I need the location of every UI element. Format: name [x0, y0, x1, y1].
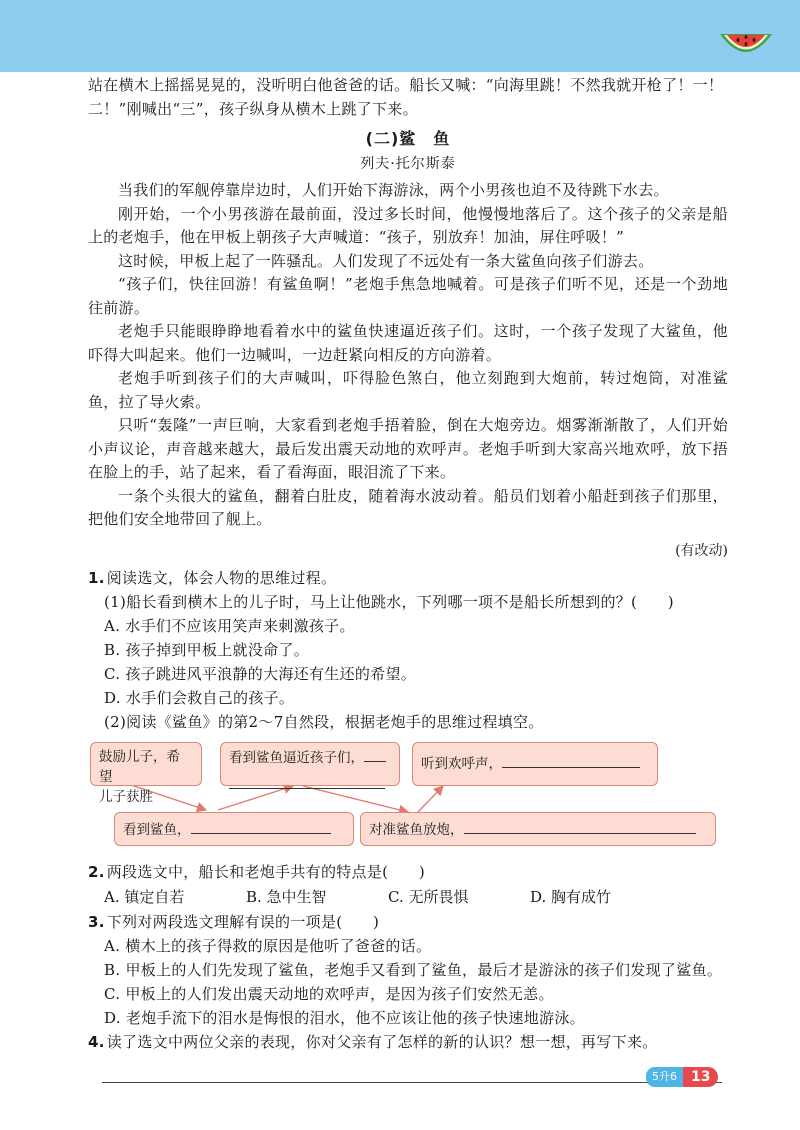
paragraph: 老炮手听到孩子们的大声喊叫，吓得脸色煞白，他立刻跑到大炮前，转过炮筒，对准鲨鱼，拉了导火索。 [88, 369, 728, 411]
grade-label: 5升6 [646, 1067, 683, 1087]
thinking-process-diagram [88, 742, 728, 854]
story1-line: 站在横木上摇摇晃晃的，没听明白他爸爸的话。船长又喊：“向海里跳！不然我就开枪了！一！ [88, 76, 724, 94]
option[interactable]: C. 无所畏惧 [388, 887, 469, 906]
paragraph: 只听“轰隆”一声巨响，大家看到老炮手捂着脸，倒在大炮旁边。烟雾渐渐散了，人们开始小声议论，声音越来越大，最后发出震天动地的欢呼声。老炮手听到大家高兴地欢呼，放下捂在脸上的手，站了起来，看了看海面，眼泪流了下来。 [88, 416, 728, 481]
source-note: (有改动) [675, 542, 728, 559]
story-author: 列夫·托尔斯泰 [360, 156, 456, 172]
arrow [218, 786, 293, 810]
option[interactable]: D. 水手们会救自己的孩子。 [104, 688, 295, 707]
option[interactable]: A. 横木上的孩子得救的原因是他听了爸爸的话。 [104, 936, 432, 955]
answer-line[interactable] [102, 1082, 722, 1083]
arrow [303, 786, 408, 812]
question-number: 4. [88, 1032, 105, 1051]
paragraph: 老炮手只能眼睁睁地看着水中的鲨鱼快速逼近孩子们。这时，一个孩子发现了大鲨鱼，他吓得大叫起来。他们一边喊叫，一边赶紧向相反的方向游着。 [88, 322, 728, 364]
paragraph: 一条个头很大的鲨鱼，翻着白肚皮，随着海水波动着。船员们划着小船赶到孩子们那里，把他们安全地带回了舰上。 [88, 486, 728, 528]
diagram-box-cheers[interactable]: 听到欢呼声， [412, 742, 658, 786]
question-2-options [88, 884, 728, 910]
question-1: 1. 阅读选文，体会人物的思维过程。 [88, 568, 337, 587]
page-number: 13 [683, 1067, 718, 1087]
paragraph: 刚开始，一个小男孩游在最前面，没过多长时间，他慢慢地落后了。这个孩子的父亲是船上的老炮手，他在甲板上朝孩子大声喊道：“孩子，别放弃！加油，屏住呼吸！” [88, 204, 728, 246]
option[interactable]: D. 老炮手流下的泪水是悔恨的泪水，他不应该让他的孩子快速地游泳。 [104, 1008, 585, 1027]
option[interactable]: B. 甲板上的人们先发现了鲨鱼，老炮手又看到了鲨鱼，最后才是游泳的孩子们发现了鲨鱼。 [104, 960, 723, 979]
option[interactable]: A. 水手们不应该用笑声来刺激孩子。 [104, 616, 355, 635]
question-4: 4. 读了选文中两位父亲的表现，你对父亲有了怎样的新的认识？想一想，再写下来。 [88, 1032, 658, 1051]
question-1-sub2: (2)阅读《鲨鱼》的第2～7自然段，根据老炮手的思维过程填空。 [104, 712, 544, 731]
question-1-sub1: (1)船长看到横木上的儿子时，马上让他跳水，下列哪一项不是船长所想到的？( ) [104, 592, 674, 611]
option[interactable]: B. 急中生智 [246, 887, 327, 906]
story-title: (二)鲨 鱼 [365, 129, 451, 148]
watermelon-icon [718, 30, 774, 62]
question-2: 2. 两段选文中，船长和老炮手共有的特点是( ) [88, 862, 426, 881]
paragraph: 当我们的军舰停靠岸边时，人们开始下海游泳，两个小男孩也迫不及待跳下水去。 [118, 181, 669, 199]
option[interactable]: C. 甲板上的人们发出震天动地的欢呼声，是因为孩子们安然无恙。 [104, 984, 554, 1003]
diagram-box-shark-approach[interactable]: 看到鲨鱼逼近孩子们， [220, 742, 400, 786]
header-band [0, 0, 800, 72]
diagram-box-encourage: 鼓励儿子，希望 儿子获胜 [90, 742, 202, 786]
question-3: 3. 下列对两段选文理解有误的一项是( ) [88, 912, 380, 931]
option[interactable]: B. 孩子掉到甲板上就没命了。 [104, 640, 310, 659]
option[interactable]: C. 孩子跳进风平浪静的大海还有生还的希望。 [104, 664, 417, 683]
diagram-box-see-shark[interactable]: 看到鲨鱼， [114, 812, 354, 846]
paragraph: “孩子们，快往回游！有鲨鱼啊！”老炮手焦急地喊着。可是孩子们听不见，还是一个劲地往前游。 [88, 275, 728, 317]
option[interactable]: D. 胸有成竹 [530, 887, 612, 906]
question-number: 1. [88, 568, 105, 587]
diagram-box-fire-cannon[interactable]: 对准鲨鱼放炮， [360, 812, 716, 846]
question-number: 2. [88, 862, 105, 881]
question-number: 3. [88, 912, 105, 931]
story1-line: 二！”刚喊出“三”，孩子纵身从横木上跳了下来。 [88, 99, 418, 118]
page-number-badge [646, 1067, 718, 1087]
page-content [88, 74, 728, 1083]
option[interactable]: A. 镇定自若 [104, 887, 185, 906]
paragraph: 这时候，甲板上起了一阵骚乱。人们发现了不远处有一条大鲨鱼向孩子们游去。 [118, 251, 654, 270]
arrow [418, 786, 443, 812]
